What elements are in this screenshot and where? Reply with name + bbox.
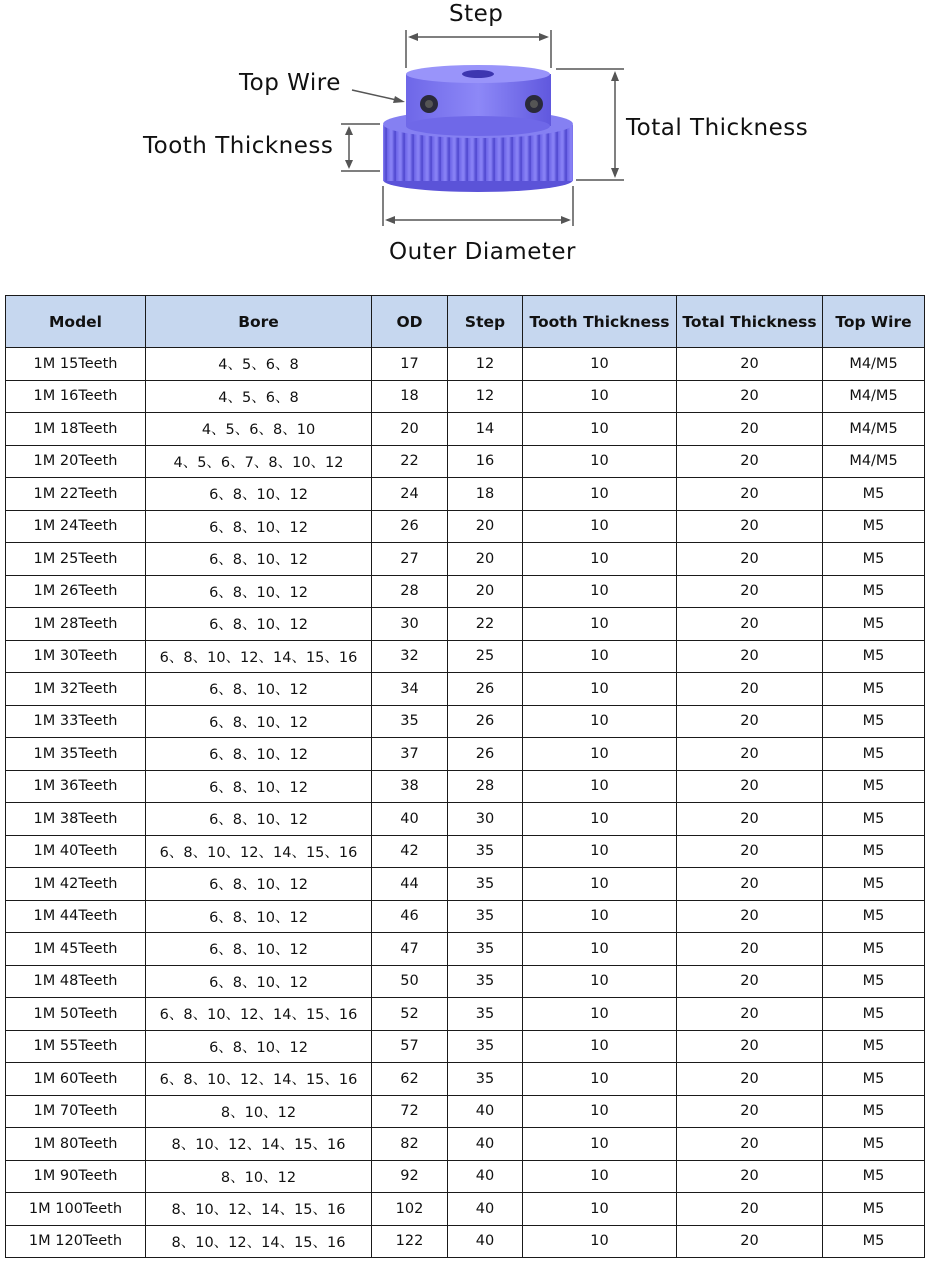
cell-tooth-thickness: 10 <box>523 543 677 576</box>
cell-bore: 6、8、10、12 <box>146 673 372 706</box>
table-row <box>6 933 925 966</box>
cell-top-wire: M5 <box>823 738 925 771</box>
table-body <box>6 348 925 1258</box>
table-row <box>6 998 925 1031</box>
cell-top-wire: M5 <box>823 640 925 673</box>
cell-od: 42 <box>372 835 448 868</box>
col-header-od: OD <box>372 296 448 348</box>
cell-bore: 6、8、10、12 <box>146 510 372 543</box>
cell-top-wire: M5 <box>823 608 925 641</box>
header-row <box>6 296 925 348</box>
cell-tooth-thickness: 10 <box>523 1063 677 1096</box>
table-row <box>6 445 925 478</box>
table-row <box>6 965 925 998</box>
cell-tooth-thickness: 10 <box>523 348 677 381</box>
cell-step: 35 <box>448 1063 523 1096</box>
cell-step: 40 <box>448 1160 523 1193</box>
cell-od: 92 <box>372 1160 448 1193</box>
cell-bore: 6、8、10、12 <box>146 478 372 511</box>
cell-od: 102 <box>372 1193 448 1226</box>
table-row <box>6 1063 925 1096</box>
cell-step: 20 <box>448 575 523 608</box>
cell-top-wire: M4/M5 <box>823 380 925 413</box>
table-row <box>6 1225 925 1258</box>
cell-total-thickness: 20 <box>677 413 823 446</box>
tooth-thickness-label: Tooth Thickness <box>143 133 334 159</box>
cell-step: 20 <box>448 510 523 543</box>
cell-step: 12 <box>448 348 523 381</box>
outer-diameter-label: Outer Diameter <box>389 239 576 265</box>
cell-total-thickness: 20 <box>677 1063 823 1096</box>
cell-step: 25 <box>448 640 523 673</box>
table-row <box>6 1095 925 1128</box>
cell-od: 47 <box>372 933 448 966</box>
cell-top-wire: M5 <box>823 1160 925 1193</box>
cell-top-wire: M5 <box>823 1193 925 1226</box>
cell-step: 40 <box>448 1095 523 1128</box>
cell-tooth-thickness: 10 <box>523 803 677 836</box>
cell-bore: 8、10、12、14、15、16 <box>146 1193 372 1226</box>
cell-total-thickness: 20 <box>677 478 823 511</box>
col-header-tooth-thickness: Tooth Thickness <box>523 296 677 348</box>
cell-model: 1M 45Teeth <box>6 933 146 966</box>
cell-bore: 6、8、10、12 <box>146 705 372 738</box>
gear-dimension-diagram <box>0 0 929 290</box>
cell-total-thickness: 20 <box>677 1160 823 1193</box>
cell-top-wire: M5 <box>823 1128 925 1161</box>
cell-od: 18 <box>372 380 448 413</box>
cell-bore: 6、8、10、12、14、15、16 <box>146 998 372 1031</box>
cell-tooth-thickness: 10 <box>523 380 677 413</box>
cell-top-wire: M5 <box>823 965 925 998</box>
cell-total-thickness: 20 <box>677 770 823 803</box>
cell-od: 32 <box>372 640 448 673</box>
cell-top-wire: M5 <box>823 478 925 511</box>
table-row <box>6 1160 925 1193</box>
cell-tooth-thickness: 10 <box>523 705 677 738</box>
cell-step: 26 <box>448 705 523 738</box>
cell-tooth-thickness: 10 <box>523 1128 677 1161</box>
cell-top-wire: M4/M5 <box>823 445 925 478</box>
cell-total-thickness: 20 <box>677 1095 823 1128</box>
cell-tooth-thickness: 10 <box>523 835 677 868</box>
cell-total-thickness: 20 <box>677 510 823 543</box>
cell-od: 22 <box>372 445 448 478</box>
cell-top-wire: M5 <box>823 1095 925 1128</box>
cell-top-wire: M4/M5 <box>823 413 925 446</box>
cell-tooth-thickness: 10 <box>523 640 677 673</box>
cell-step: 18 <box>448 478 523 511</box>
cell-model: 1M 32Teeth <box>6 673 146 706</box>
cell-bore: 6、8、10、12 <box>146 965 372 998</box>
cell-total-thickness: 20 <box>677 543 823 576</box>
cell-od: 50 <box>372 965 448 998</box>
cell-step: 14 <box>448 413 523 446</box>
set-screw-icon <box>420 95 438 113</box>
cell-total-thickness: 20 <box>677 933 823 966</box>
cell-total-thickness: 20 <box>677 900 823 933</box>
cell-od: 82 <box>372 1128 448 1161</box>
cell-step: 35 <box>448 998 523 1031</box>
cell-model: 1M 40Teeth <box>6 835 146 868</box>
col-header-step: Step <box>448 296 523 348</box>
cell-model: 1M 15Teeth <box>6 348 146 381</box>
cell-step: 35 <box>448 900 523 933</box>
table-row <box>6 640 925 673</box>
cell-tooth-thickness: 10 <box>523 1225 677 1258</box>
cell-model: 1M 70Teeth <box>6 1095 146 1128</box>
cell-total-thickness: 20 <box>677 1030 823 1063</box>
cell-tooth-thickness: 10 <box>523 478 677 511</box>
cell-bore: 4、5、6、8 <box>146 348 372 381</box>
cell-bore: 6、8、10、12 <box>146 543 372 576</box>
cell-bore: 8、10、12 <box>146 1160 372 1193</box>
cell-step: 35 <box>448 1030 523 1063</box>
cell-top-wire: M5 <box>823 835 925 868</box>
cell-top-wire: M5 <box>823 1225 925 1258</box>
cell-od: 72 <box>372 1095 448 1128</box>
cell-bore: 6、8、10、12 <box>146 738 372 771</box>
total-thickness-label: Total Thickness <box>626 115 809 141</box>
table-row <box>6 900 925 933</box>
cell-top-wire: M5 <box>823 770 925 803</box>
cell-top-wire: M5 <box>823 1030 925 1063</box>
cell-total-thickness: 20 <box>677 998 823 1031</box>
cell-top-wire: M5 <box>823 933 925 966</box>
cell-bore: 4、5、6、8、10 <box>146 413 372 446</box>
cell-tooth-thickness: 10 <box>523 673 677 706</box>
cell-od: 52 <box>372 998 448 1031</box>
cell-model: 1M 48Teeth <box>6 965 146 998</box>
cell-step: 40 <box>448 1225 523 1258</box>
cell-total-thickness: 20 <box>677 1128 823 1161</box>
cell-total-thickness: 20 <box>677 868 823 901</box>
cell-od: 20 <box>372 413 448 446</box>
cell-bore: 6、8、10、12 <box>146 770 372 803</box>
cell-tooth-thickness: 10 <box>523 575 677 608</box>
table-row <box>6 1193 925 1226</box>
cell-od: 35 <box>372 705 448 738</box>
cell-tooth-thickness: 10 <box>523 998 677 1031</box>
top-wire-label: Top Wire <box>239 70 341 96</box>
cell-step: 26 <box>448 673 523 706</box>
cell-total-thickness: 20 <box>677 445 823 478</box>
cell-step: 40 <box>448 1193 523 1226</box>
cell-model: 1M 33Teeth <box>6 705 146 738</box>
table-row <box>6 738 925 771</box>
cell-bore: 6、8、10、12 <box>146 1030 372 1063</box>
cell-model: 1M 50Teeth <box>6 998 146 1031</box>
cell-model: 1M 44Teeth <box>6 900 146 933</box>
table-row <box>6 770 925 803</box>
cell-step: 35 <box>448 933 523 966</box>
cell-model: 1M 30Teeth <box>6 640 146 673</box>
cell-model: 1M 90Teeth <box>6 1160 146 1193</box>
table-row <box>6 413 925 446</box>
cell-model: 1M 26Teeth <box>6 575 146 608</box>
cell-top-wire: M5 <box>823 868 925 901</box>
cell-total-thickness: 20 <box>677 835 823 868</box>
cell-tooth-thickness: 10 <box>523 900 677 933</box>
cell-od: 28 <box>372 575 448 608</box>
cell-total-thickness: 20 <box>677 673 823 706</box>
cell-step: 26 <box>448 738 523 771</box>
col-header-total-thickness: Total Thickness <box>677 296 823 348</box>
cell-top-wire: M4/M5 <box>823 348 925 381</box>
cell-step: 16 <box>448 445 523 478</box>
cell-total-thickness: 20 <box>677 738 823 771</box>
cell-bore: 6、8、10、12 <box>146 933 372 966</box>
cell-step: 35 <box>448 835 523 868</box>
cell-model: 1M 36Teeth <box>6 770 146 803</box>
cell-total-thickness: 20 <box>677 1225 823 1258</box>
table-row <box>6 543 925 576</box>
cell-top-wire: M5 <box>823 998 925 1031</box>
cell-od: 44 <box>372 868 448 901</box>
cell-model: 1M 24Teeth <box>6 510 146 543</box>
cell-top-wire: M5 <box>823 1063 925 1096</box>
table-row <box>6 835 925 868</box>
cell-tooth-thickness: 10 <box>523 868 677 901</box>
cell-model: 1M 16Teeth <box>6 380 146 413</box>
cell-model: 1M 22Teeth <box>6 478 146 511</box>
cell-bore: 8、10、12、14、15、16 <box>146 1128 372 1161</box>
cell-step: 40 <box>448 1128 523 1161</box>
cell-tooth-thickness: 10 <box>523 770 677 803</box>
cell-model: 1M 55Teeth <box>6 1030 146 1063</box>
cell-tooth-thickness: 10 <box>523 1095 677 1128</box>
cell-total-thickness: 20 <box>677 640 823 673</box>
cell-step: 20 <box>448 543 523 576</box>
cell-model: 1M 18Teeth <box>6 413 146 446</box>
cell-od: 122 <box>372 1225 448 1258</box>
cell-total-thickness: 20 <box>677 380 823 413</box>
cell-step: 35 <box>448 868 523 901</box>
cell-od: 30 <box>372 608 448 641</box>
cell-tooth-thickness: 10 <box>523 1030 677 1063</box>
cell-top-wire: M5 <box>823 673 925 706</box>
cell-tooth-thickness: 10 <box>523 933 677 966</box>
cell-od: 24 <box>372 478 448 511</box>
cell-od: 38 <box>372 770 448 803</box>
table-row <box>6 1030 925 1063</box>
cell-step: 28 <box>448 770 523 803</box>
cell-tooth-thickness: 10 <box>523 738 677 771</box>
cell-top-wire: M5 <box>823 900 925 933</box>
cell-od: 34 <box>372 673 448 706</box>
cell-total-thickness: 20 <box>677 575 823 608</box>
cell-step: 12 <box>448 380 523 413</box>
table-row <box>6 380 925 413</box>
table-row <box>6 575 925 608</box>
table-row <box>6 705 925 738</box>
cell-bore: 6、8、10、12 <box>146 608 372 641</box>
cell-total-thickness: 20 <box>677 965 823 998</box>
cell-od: 26 <box>372 510 448 543</box>
table-row <box>6 478 925 511</box>
cell-od: 27 <box>372 543 448 576</box>
cell-od: 17 <box>372 348 448 381</box>
cell-tooth-thickness: 10 <box>523 1193 677 1226</box>
col-header-model: Model <box>6 296 146 348</box>
table-row <box>6 608 925 641</box>
cell-model: 1M 80Teeth <box>6 1128 146 1161</box>
cell-total-thickness: 20 <box>677 348 823 381</box>
tooth-thickness-dimension-line <box>341 124 380 171</box>
table-row <box>6 803 925 836</box>
cell-step: 35 <box>448 965 523 998</box>
cell-total-thickness: 20 <box>677 803 823 836</box>
cell-tooth-thickness: 10 <box>523 413 677 446</box>
cell-od: 57 <box>372 1030 448 1063</box>
cell-bore: 6、8、10、12 <box>146 900 372 933</box>
cell-bore: 6、8、10、12 <box>146 868 372 901</box>
table-row <box>6 510 925 543</box>
col-header-top-wire: Top Wire <box>823 296 925 348</box>
cell-bore: 6、8、10、12、14、15、16 <box>146 1063 372 1096</box>
cell-step: 22 <box>448 608 523 641</box>
cell-top-wire: M5 <box>823 803 925 836</box>
cell-model: 1M 25Teeth <box>6 543 146 576</box>
cell-tooth-thickness: 10 <box>523 965 677 998</box>
cell-od: 37 <box>372 738 448 771</box>
cell-bore: 8、10、12 <box>146 1095 372 1128</box>
cell-od: 46 <box>372 900 448 933</box>
cell-model: 1M 20Teeth <box>6 445 146 478</box>
table-header <box>6 296 925 348</box>
cell-bore: 6、8、10、12、14、15、16 <box>146 640 372 673</box>
cell-top-wire: M5 <box>823 510 925 543</box>
table-row <box>6 348 925 381</box>
cell-bore: 8、10、12、14、15、16 <box>146 1225 372 1258</box>
col-header-bore: Bore <box>146 296 372 348</box>
cell-tooth-thickness: 10 <box>523 510 677 543</box>
cell-tooth-thickness: 10 <box>523 608 677 641</box>
cell-model: 1M 60Teeth <box>6 1063 146 1096</box>
set-screw-icon <box>525 95 543 113</box>
cell-bore: 6、8、10、12 <box>146 575 372 608</box>
cell-model: 1M 38Teeth <box>6 803 146 836</box>
cell-total-thickness: 20 <box>677 608 823 641</box>
gear-spec-table <box>5 295 925 1258</box>
table-row <box>6 868 925 901</box>
cell-step: 30 <box>448 803 523 836</box>
cell-model: 1M 28Teeth <box>6 608 146 641</box>
cell-top-wire: M5 <box>823 705 925 738</box>
top-wire-pointer <box>352 90 405 103</box>
cell-top-wire: M5 <box>823 575 925 608</box>
cell-model: 1M 35Teeth <box>6 738 146 771</box>
cell-model: 1M 42Teeth <box>6 868 146 901</box>
cell-od: 62 <box>372 1063 448 1096</box>
cell-model: 1M 100Teeth <box>6 1193 146 1226</box>
cell-top-wire: M5 <box>823 543 925 576</box>
cell-bore: 6、8、10、12 <box>146 803 372 836</box>
cell-model: 1M 120Teeth <box>6 1225 146 1258</box>
step-label: Step <box>449 1 504 27</box>
cell-tooth-thickness: 10 <box>523 445 677 478</box>
table-row <box>6 1128 925 1161</box>
cell-total-thickness: 20 <box>677 705 823 738</box>
cell-od: 40 <box>372 803 448 836</box>
table-row <box>6 673 925 706</box>
cell-bore: 6、8、10、12、14、15、16 <box>146 835 372 868</box>
cell-tooth-thickness: 10 <box>523 1160 677 1193</box>
cell-bore: 4、5、6、7、8、10、12 <box>146 445 372 478</box>
cell-bore: 4、5、6、8 <box>146 380 372 413</box>
cell-total-thickness: 20 <box>677 1193 823 1226</box>
step-dimension-line <box>406 30 551 68</box>
